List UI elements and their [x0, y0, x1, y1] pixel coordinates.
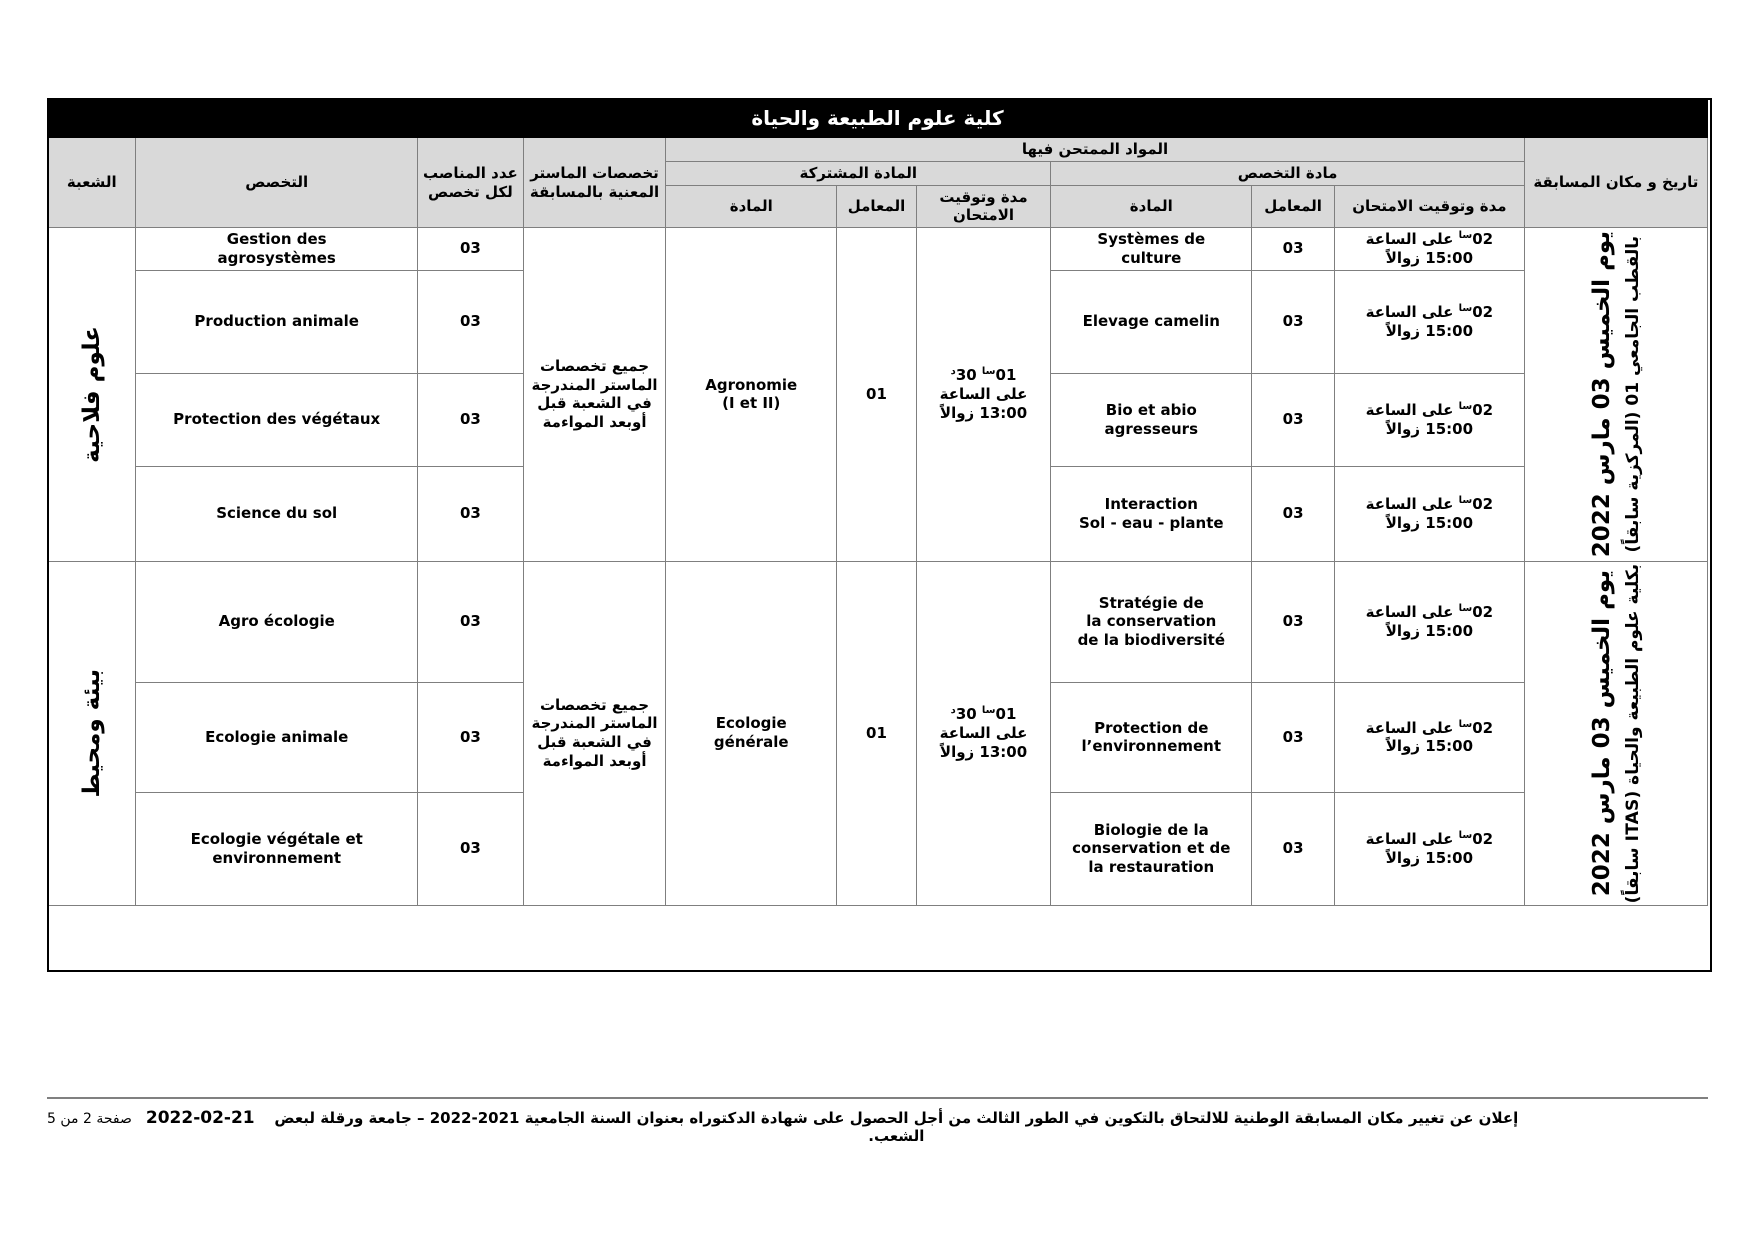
subject-line: culture [1121, 248, 1182, 267]
specialty-subject-cell [1051, 682, 1252, 792]
footer-page-number: صفحة 2 من 5 [47, 1111, 132, 1127]
specialty-subject-cell [1051, 228, 1252, 271]
date-place-sub-0: بالقطب الجامعي 01 (المركزية سابقاً) [1623, 236, 1644, 553]
faculty-banner-title: كلية علوم الطبيعة والحياة [48, 99, 1708, 138]
duration-amount: 02 [1472, 718, 1494, 737]
speciality-line: Science du sol [216, 504, 338, 523]
subject-line: agresseurs [1104, 419, 1199, 438]
subject-line: conservation et de [1072, 839, 1231, 858]
duration-unit: سا [1458, 400, 1473, 412]
time-prefix: على الساعة [1365, 494, 1454, 513]
specialty-subject-cell [1051, 373, 1252, 466]
header-common-coefficient: المعامل [837, 185, 916, 228]
subject-line: la restauration [1088, 858, 1215, 877]
master-specialties-cell-group-0: جميع تخصصات الماستر المندرجة في الشعبة قبل أوبعد المواءمة [523, 228, 665, 562]
branch-label: بيئة ومحيط [78, 668, 105, 798]
specialty-subject-cell [1051, 466, 1252, 561]
specialty-duration-cell [1334, 270, 1524, 373]
speciality-line: Production animale [194, 312, 359, 331]
common-time-value: 13:00 [979, 742, 1028, 761]
common-duration-amount: 01 [995, 366, 1017, 385]
duration-amount: 02 [1472, 230, 1494, 248]
common-time-value: 13:00 [979, 403, 1028, 422]
common-subject-line: Agronomie [705, 375, 798, 394]
specialty-subject-cell [1051, 792, 1252, 905]
subject-line: Biologie de la [1093, 820, 1209, 839]
common-time-suffix: زوالاً [939, 403, 975, 422]
header-exam-subjects: المواد الممتحن فيها [666, 138, 1525, 162]
specialty-duration-cell [1334, 228, 1524, 271]
specialty-subject-cell [1051, 270, 1252, 373]
speciality-line: Gestion des [226, 230, 327, 248]
speciality-cell [136, 792, 417, 905]
common-coefficient-cell-group-0: 01 [837, 228, 916, 562]
page-footer [47, 1108, 1708, 1145]
common-subject-line: Ecologie [715, 714, 787, 733]
specialty-duration-cell [1334, 792, 1524, 905]
time-value: 15:00 [1425, 513, 1474, 532]
common-duration-minutes: 30 [955, 366, 977, 385]
specialty-coefficient-cell: 03 [1252, 373, 1335, 466]
time-value: 15:00 [1425, 419, 1474, 438]
time-suffix: زوالاً [1385, 248, 1421, 267]
speciality-line: environnement [212, 848, 342, 867]
common-duration-hour-unit: سا [981, 366, 996, 378]
duration-amount: 02 [1472, 302, 1494, 321]
specialty-duration-cell [1334, 682, 1524, 792]
specialty-coefficient-cell: 03 [1252, 270, 1335, 373]
subject-line: Protection de [1094, 718, 1209, 737]
specialty-duration-cell [1334, 373, 1524, 466]
subject-line: de la biodiversité [1077, 631, 1226, 650]
common-subject-cell-group-0 [666, 228, 837, 562]
posts-count-cell: 03 [417, 682, 523, 792]
posts-count-cell: 03 [417, 270, 523, 373]
branch-label: علوم فلاحية [78, 325, 105, 463]
time-suffix: زوالاً [1385, 321, 1421, 340]
specialty-duration-cell [1334, 561, 1524, 682]
header-common-subject: المادة المشتركة [666, 161, 1051, 185]
branch-cell-group-1 [48, 561, 136, 905]
time-prefix: على الساعة [1365, 830, 1454, 849]
common-duration-minute-unit: د [950, 705, 956, 717]
time-value: 15:00 [1425, 848, 1474, 867]
time-suffix: زوالاً [1385, 737, 1421, 756]
footer-date: 2022-02-21 [145, 1108, 255, 1128]
duration-amount: 02 [1472, 602, 1494, 621]
time-suffix: زوالاً [1385, 513, 1421, 532]
header-branch: الشعبة [48, 138, 136, 228]
header-speciality: التخصص [136, 138, 417, 228]
common-subject-line: (I et II) [722, 394, 781, 413]
time-value: 15:00 [1425, 737, 1474, 756]
time-value: 15:00 [1425, 621, 1474, 640]
duration-unit: سا [1458, 302, 1473, 314]
speciality-line: Ecologie animale [205, 727, 349, 746]
footer-notice: إعلان عن تغيير مكان المسابقة الوطنية للالتحاق بالتكوين في الطور الثالث من أجل الحصول على شهادة الدكتوراه بعنوان السنة الجامعية 2021-2022 – جامعة ورقلة لبعض الشعب. [274, 1109, 1519, 1145]
faculty-banner-row [48, 99, 1708, 138]
posts-count-cell: 03 [417, 561, 523, 682]
common-duration-cell-group-1 [916, 561, 1051, 905]
subject-line: Bio et abio [1105, 400, 1197, 419]
header-master-specialties: تخصصات الماستر المعنية بالمسابقة [523, 138, 665, 228]
common-time-prefix: على الساعة [939, 723, 1028, 742]
common-time-prefix: على الساعة [939, 384, 1028, 403]
header-specialty-subject-name: المادة [1051, 185, 1252, 228]
date-place-cell-group-0 [1524, 228, 1707, 562]
footer-divider [47, 1097, 1708, 1099]
time-suffix: زوالاً [1385, 848, 1421, 867]
date-place-main-0: يوم الخميس 03 مارس 2022 [1588, 231, 1615, 558]
time-prefix: على الساعة [1365, 302, 1454, 321]
time-prefix: على الساعة [1365, 400, 1454, 419]
time-prefix: على الساعة [1365, 718, 1454, 737]
duration-unit: سا [1458, 230, 1473, 241]
branch-cell-group-0 [48, 228, 136, 562]
time-value: 15:00 [1425, 321, 1474, 340]
time-value: 15:00 [1425, 248, 1474, 267]
duration-unit: سا [1458, 718, 1473, 730]
subject-line: Interaction [1104, 494, 1198, 513]
common-subject-line: générale [713, 733, 789, 752]
footer-meta [47, 1108, 255, 1128]
speciality-cell [136, 561, 417, 682]
posts-count-cell: 03 [417, 228, 523, 271]
posts-count-cell: 03 [417, 373, 523, 466]
duration-unit: سا [1458, 830, 1473, 842]
header-posts-count: عدد المناصب لكل تخصص [417, 138, 523, 228]
speciality-cell [136, 373, 417, 466]
posts-count-cell: 03 [417, 466, 523, 561]
subject-line: Sol - eau - plante [1078, 513, 1224, 532]
time-suffix: زوالاً [1385, 621, 1421, 640]
header-specialty-coefficient: المعامل [1252, 185, 1335, 228]
common-duration-minutes: 30 [955, 705, 977, 724]
speciality-cell [136, 466, 417, 561]
speciality-line: Ecologie végétale et [190, 830, 363, 849]
specialty-coefficient-cell: 03 [1252, 561, 1335, 682]
common-coefficient-cell-group-1: 01 [837, 561, 916, 905]
subject-line: la conservation [1086, 612, 1217, 631]
time-prefix: على الساعة [1365, 602, 1454, 621]
speciality-line: Agro écologie [218, 612, 335, 631]
specialty-coefficient-cell: 03 [1252, 466, 1335, 561]
speciality-cell [136, 682, 417, 792]
speciality-line: Protection des végétaux [173, 410, 381, 429]
speciality-line: agrosystèmes [217, 248, 336, 267]
subject-line: Elevage camelin [1082, 312, 1220, 331]
header-common-duration: مدة وتوقيت الامتحان [916, 185, 1051, 228]
header-date-place: تاريخ و مكان المسابقة [1524, 138, 1707, 228]
header-row-1 [48, 138, 1708, 162]
speciality-cell [136, 228, 417, 271]
subject-line: l’environnement [1081, 737, 1222, 756]
common-duration-hour-unit: سا [981, 705, 996, 717]
common-duration-amount: 01 [995, 705, 1017, 724]
duration-amount: 02 [1472, 494, 1494, 513]
common-time-suffix: زوالاً [939, 742, 975, 761]
subject-line: Systèmes de [1097, 230, 1206, 248]
specialty-duration-cell [1334, 466, 1524, 561]
header-specialty-subject: مادة التخصص [1051, 161, 1524, 185]
competition-schedule-table [47, 98, 1708, 906]
master-specialties-cell-group-1: جميع تخصصات الماستر المندرجة في الشعبة قبل أوبعد المواءمة [523, 561, 665, 905]
time-suffix: زوالاً [1385, 419, 1421, 438]
date-place-main-1: يوم الخميس 03 مارس 2022 [1588, 570, 1615, 897]
time-prefix: على الساعة [1365, 230, 1454, 248]
speciality-cell [136, 270, 417, 373]
header-specialty-duration: مدة وتوقيت الامتحان [1334, 185, 1524, 228]
common-subject-cell-group-1 [666, 561, 837, 905]
posts-count-cell: 03 [417, 792, 523, 905]
date-place-sub-1: بكلية علوم الطبيعة والحياة (ITAS سابقاً) [1623, 563, 1644, 903]
specialty-coefficient-cell: 03 [1252, 792, 1335, 905]
duration-unit: سا [1458, 494, 1473, 506]
common-duration-minute-unit: د [950, 366, 956, 378]
duration-amount: 02 [1472, 400, 1494, 419]
table-row [48, 561, 1708, 682]
specialty-coefficient-cell: 03 [1252, 682, 1335, 792]
date-place-cell-group-1 [1524, 561, 1707, 905]
specialty-coefficient-cell: 03 [1252, 228, 1335, 271]
header-common-subject-name: المادة [666, 185, 837, 228]
common-duration-cell-group-0 [916, 228, 1051, 562]
subject-line: Stratégie de [1098, 593, 1204, 612]
table-row [48, 228, 1708, 271]
duration-amount: 02 [1472, 830, 1494, 849]
duration-unit: سا [1458, 602, 1473, 614]
specialty-subject-cell [1051, 561, 1252, 682]
